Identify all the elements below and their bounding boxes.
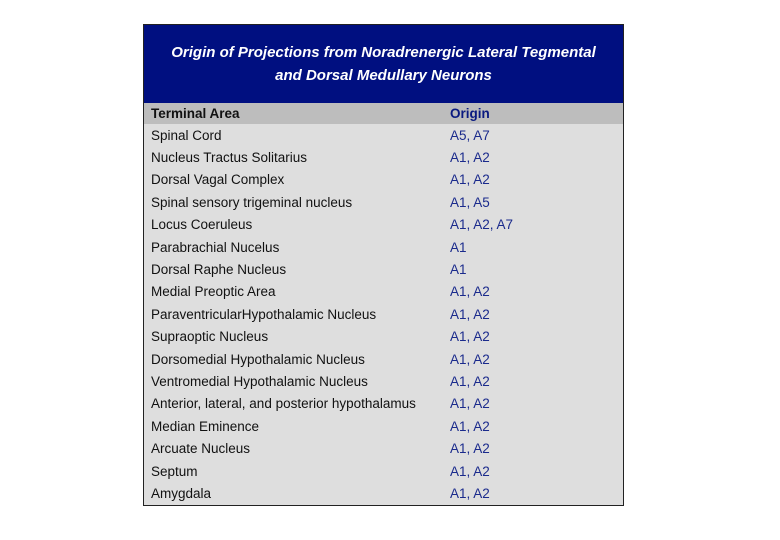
table-row [144,258,623,280]
origin-cell: A1, A2 [450,329,490,345]
origin-cell: A5, A7 [450,127,490,143]
origin-cell: A1, A2 [450,441,490,457]
origin-cell: A1, A2 [450,396,490,412]
origin-cell: A1, A2 [450,463,490,479]
terminal-area-cell: Spinal sensory trigeminal nucleus [151,194,353,210]
table-row [144,393,623,415]
table-row [144,370,623,392]
projection-table [143,24,624,506]
table-body [144,124,623,505]
origin-cell: A1, A2 [450,172,490,188]
origin-cell: A1 [450,262,467,278]
terminal-area-cell: Anterior, lateral, and posterior hypothalamus [151,396,416,412]
terminal-area-cell: Locus Coeruleus [151,217,253,233]
terminal-area-cell: Parabrachial Nucelus [151,239,280,255]
origin-cell: A1, A2, A7 [450,217,514,233]
table-title-line-1: Origin of Projections from Noradrenergic Lateral Tegmental [171,44,596,61]
table-row [144,124,623,146]
terminal-area-cell: Supraoptic Nucleus [151,329,269,345]
table-row [144,437,623,459]
table-row [144,169,623,191]
column-header-origin: Origin [450,106,490,121]
table-row [144,214,623,236]
table-header-row [144,103,623,124]
table-row [144,482,623,504]
terminal-area-cell: Median Eminence [151,418,260,434]
terminal-area-cell: Spinal Cord [151,127,222,143]
terminal-area-cell: Dorsomedial Hypothalamic Nucleus [151,351,365,367]
table-row [144,326,623,348]
terminal-area-cell: Dorsal Raphe Nucleus [151,262,287,278]
table-row [144,146,623,168]
origin-cell: A1, A2 [450,306,490,322]
origin-cell: A1, A2 [450,284,490,300]
origin-cell: A1, A2 [450,150,490,166]
origin-cell: A1 [450,239,467,255]
table-title-line-2: and Dorsal Medullary Neurons [275,67,492,84]
terminal-area-cell: Dorsal Vagal Complex [151,172,285,188]
table-row [144,191,623,213]
terminal-area-cell: Medial Preoptic Area [151,284,276,300]
table-title [144,25,623,103]
table-row [144,236,623,258]
table-row [144,281,623,303]
origin-cell: A1, A2 [450,418,490,434]
terminal-area-cell: Amygdala [151,485,212,501]
origin-cell: A1, A2 [450,485,490,501]
table-row [144,348,623,370]
column-header-terminal-area: Terminal Area [151,106,240,121]
terminal-area-cell: ParaventricularHypothalamic Nucleus [151,306,377,322]
origin-cell: A1, A5 [450,194,490,210]
origin-cell: A1, A2 [450,373,490,389]
table-row [144,303,623,325]
terminal-area-cell: Arcuate Nucleus [151,441,251,457]
table-row [144,460,623,482]
terminal-area-cell: Ventromedial Hypothalamic Nucleus [151,373,368,389]
terminal-area-cell: Nucleus Tractus Solitarius [151,150,308,166]
origin-cell: A1, A2 [450,351,490,367]
terminal-area-cell: Septum [151,463,198,479]
table-row [144,415,623,437]
